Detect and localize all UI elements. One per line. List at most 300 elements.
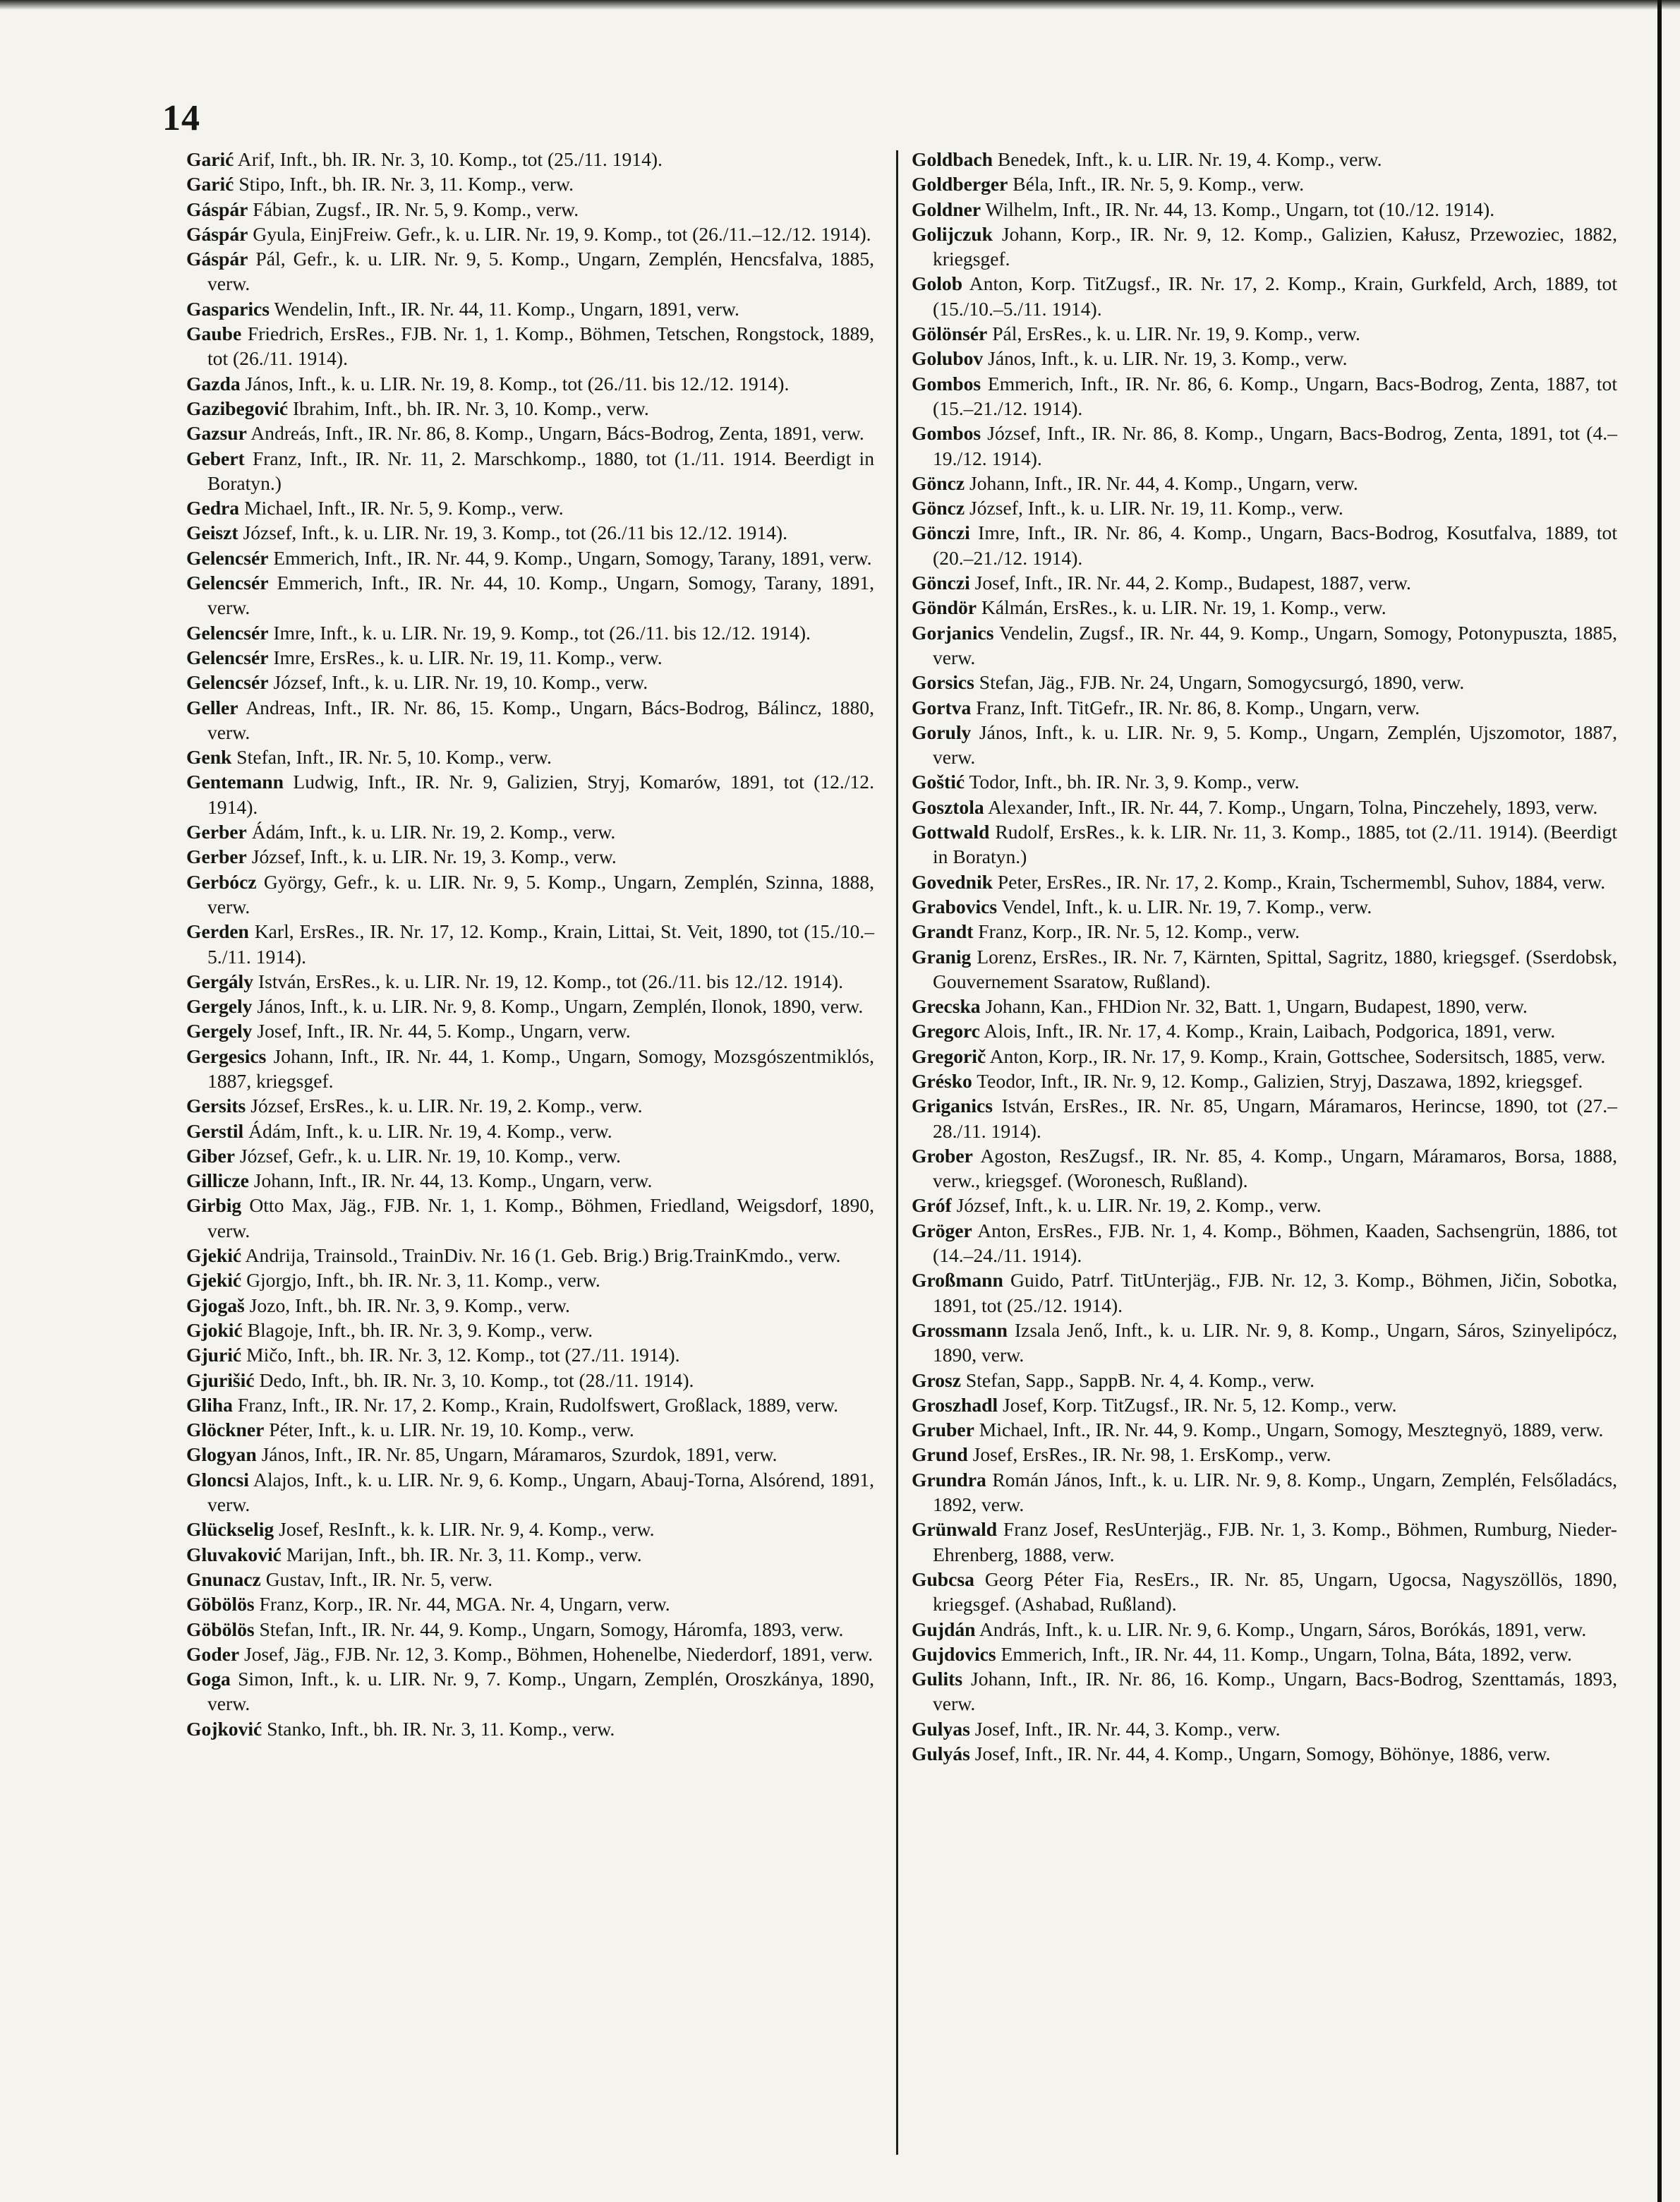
list-entry	[186, 844, 874, 869]
entry-details: Ádám, Inft., k. u. LIR. Nr. 19, 2. Komp., verw.	[246, 821, 616, 843]
list-entry	[912, 1517, 1617, 1567]
entry-surname: Geller	[186, 696, 238, 718]
list-entry	[186, 172, 874, 196]
list-entry	[186, 396, 874, 421]
entry-surname: Govednik	[912, 870, 993, 893]
entry-surname: Gazsur	[186, 422, 247, 445]
list-entry	[186, 1168, 874, 1193]
entry-surname: Gelencsér	[186, 572, 269, 594]
list-entry	[186, 1119, 874, 1143]
entry-details: József, Inft., k. u. LIR. Nr. 19, 3. Komp., tot (26./11 bis 12./12. 1914).	[238, 522, 788, 544]
entry-surname: Granig	[912, 945, 972, 968]
entry-surname: Goga	[186, 1668, 231, 1690]
entry-details: Johann, Inft., IR. Nr. 86, 16. Komp., Ungarn, Bacs-Bodrog, Szenttamás, 1893, verw.	[933, 1668, 1617, 1715]
entry-details: Dedo, Inft., bh. IR. Nr. 3, 10. Komp., tot (28./11. 1914).	[254, 1368, 694, 1391]
entry-details: Izsala Jenő, Inft., k. u. LIR. Nr. 9, 8. Komp., Ungarn, Sáros, Szinyelipócz, 1890, verw.	[933, 1318, 1617, 1366]
list-entry	[186, 919, 874, 969]
entry-surname: Girbig	[186, 1194, 242, 1217]
entry-surname: Gelencsér	[186, 621, 269, 644]
scan-right-edge	[1657, 0, 1662, 2202]
entry-surname: Gebert	[186, 447, 245, 469]
list-entry	[186, 1293, 874, 1318]
entry-surname: Glöckner	[186, 1419, 265, 1441]
entry-surname: Geiszt	[186, 522, 238, 544]
entry-details: János, Inft., IR. Nr. 85, Ungarn, Máramaros, Szurdok, 1891, verw.	[256, 1443, 778, 1466]
entry-surname: Göbölös	[186, 1593, 255, 1616]
entry-surname: Gulyas	[912, 1717, 970, 1740]
entry-details: Stanko, Inft., bh. IR. Nr. 3, 11. Komp., verw.	[262, 1717, 615, 1740]
entry-details: Román János, Inft., k. u. LIR. Nr. 9, 8. Komp., Ungarn, Zemplén, Felsőladács, 1892, verw.	[933, 1468, 1617, 1516]
list-entry	[912, 1617, 1617, 1642]
entry-surname: Gjokić	[186, 1318, 243, 1341]
entry-surname: Giber	[186, 1144, 235, 1167]
entry-surname: Gentemann	[186, 771, 284, 793]
list-entry	[186, 1143, 874, 1168]
entry-surname: Gojković	[186, 1717, 262, 1740]
list-entry	[186, 1567, 874, 1592]
list-entry	[912, 271, 1617, 321]
entry-surname: Göbölös	[186, 1618, 255, 1640]
entry-details: Imre, ErsRes., k. u. LIR. Nr. 19, 11. Komp., verw.	[268, 646, 663, 668]
list-entry	[186, 197, 874, 222]
list-entry	[186, 1517, 874, 1541]
list-entry	[912, 495, 1617, 520]
list-entry	[912, 147, 1617, 172]
list-entry	[186, 870, 874, 920]
list-entry	[912, 670, 1617, 694]
list-entry	[912, 421, 1617, 471]
list-entry	[912, 1318, 1617, 1368]
list-entry	[186, 695, 874, 745]
entry-details: Johann, Inft., IR. Nr. 44, 13. Komp., Ungarn, verw.	[248, 1169, 653, 1192]
entry-details: Johann, Inft., IR. Nr. 44, 4. Komp., Ungarn, verw.	[965, 471, 1358, 494]
list-entry	[186, 1642, 874, 1666]
entry-details: István, ErsRes., IR. Nr. 85, Ungarn, Máramaros, Herincse, 1890, tot (27.–28./11. 1914).	[933, 1095, 1617, 1142]
list-entry	[912, 795, 1617, 819]
list-entry	[912, 1467, 1617, 1517]
entry-details: Franz, Inft., IR. Nr. 11, 2. Marschkomp., 1880, tot (1./11. 1914. Beerdigt in Boratyn.)	[207, 447, 874, 494]
entry-surname: Gortva	[912, 696, 972, 718]
entry-surname: Gerber	[186, 846, 247, 868]
entry-surname: Golubov	[912, 347, 984, 370]
entry-details: Franz Josef, ResUnterjäg., FJB. Nr. 1, 3. Komp., Böhmen, Rumburg, Nieder-Ehrenberg, 1888, verw.	[933, 1518, 1617, 1565]
list-entry	[186, 495, 874, 520]
entry-surname: Gombos	[912, 422, 981, 445]
entry-details: Alois, Inft., IR. Nr. 17, 4. Komp., Krain, Laibach, Podgorica, 1891, verw.	[980, 1020, 1556, 1042]
list-entry	[912, 1392, 1617, 1417]
entry-surname: Grundra	[912, 1468, 986, 1491]
list-entry	[912, 1368, 1617, 1392]
entry-details: Franz, Inft. TitGefr., IR. Nr. 86, 8. Komp., Ungarn, verw.	[971, 696, 1420, 718]
list-entry	[912, 1442, 1617, 1467]
entry-details: Michael, Inft., IR. Nr. 44, 9. Komp., Ungarn, Somogy, Mesztegnyö, 1889, verw.	[974, 1419, 1604, 1441]
entry-surname: Grossmann	[912, 1318, 1008, 1341]
right-column	[912, 147, 1617, 1766]
entry-details: Stefan, Inft., IR. Nr. 5, 10. Komp., verw.	[231, 746, 552, 769]
list-entry	[912, 1741, 1617, 1766]
list-entry	[186, 670, 874, 694]
entry-surname: Gjekić	[186, 1269, 242, 1292]
list-entry	[186, 446, 874, 496]
entry-surname: Gottwald	[912, 821, 990, 843]
entry-details: Georg Péter Fia, ResErs., IR. Nr. 85, Ungarn, Ugocsa, Nagyszöllös, 1890, kriegsgef. (Ashabad, Rußland).	[933, 1568, 1617, 1616]
entry-details: Karl, ErsRes., IR. Nr. 17, 12. Komp., Krain, Littai, St. Veit, 1890, tot (15./10.–5./11. 1914).	[207, 920, 874, 968]
entry-surname: Gersits	[186, 1095, 246, 1117]
entry-surname: Grober	[912, 1144, 973, 1167]
entry-surname: Gerbócz	[186, 870, 257, 893]
list-entry	[912, 870, 1617, 894]
entry-details: Stipo, Inft., bh. IR. Nr. 3, 11. Komp., verw.	[234, 173, 574, 195]
entry-surname: Gönczi	[912, 572, 970, 594]
entry-surname: Grosz	[912, 1368, 961, 1391]
entry-surname: Gergely	[186, 995, 253, 1018]
entry-details: János, Inft., k. u. LIR. Nr. 9, 8. Komp., Ungarn, Zemplén, Ilonok, 1890, verw.	[252, 995, 864, 1018]
entry-details: Peter, ErsRes., IR. Nr. 17, 2. Komp., Krain, Tschermembl, Suhov, 1884, verw.	[993, 870, 1606, 893]
entry-details: Friedrich, ErsRes., FJB. Nr. 1, 1. Komp., Böhmen, Tetschen, Rongstock, 1889, tot (26./11. 1914).	[207, 323, 874, 370]
left-column	[186, 147, 874, 1741]
entry-surname: Gjurić	[186, 1344, 242, 1366]
entry-details: György, Gefr., k. u. LIR. Nr. 9, 5. Komp., Ungarn, Zemplén, Szinna, 1888, verw.	[207, 870, 874, 918]
entry-details: Michael, Inft., IR. Nr. 5, 9. Komp., verw.	[239, 497, 564, 519]
entry-details: Josef, ErsRes., IR. Nr. 98, 1. ErsKomp., verw.	[967, 1443, 1331, 1466]
entry-surname: Gerber	[186, 821, 247, 843]
entry-details: Ibrahim, Inft., bh. IR. Nr. 3, 10. Komp., verw.	[288, 397, 649, 419]
entry-details: Imre, Inft., k. u. LIR. Nr. 19, 9. Komp., tot (26./11. bis 12./12. 1914).	[268, 621, 811, 644]
entry-details: Vendelin, Zugsf., IR. Nr. 44, 9. Komp., Ungarn, Somogy, Potonypuszta, 1885, verw.	[933, 621, 1617, 668]
entry-details: Josef, Jäg., FJB. Nr. 12, 3. Komp., Böhmen, Hohenelbe, Niederdorf, 1891, verw.	[239, 1642, 874, 1665]
entry-surname: Grecska	[912, 995, 981, 1018]
entry-details: Mičo, Inft., bh. IR. Nr. 3, 12. Komp., tot (27./11. 1914).	[241, 1344, 680, 1366]
entry-details: József, Inft., IR. Nr. 86, 8. Komp., Ungarn, Bacs-Bodrog, Zenta, 1891, tot (4.–19./12. 1914).	[933, 422, 1617, 469]
list-entry	[186, 1193, 874, 1243]
list-entry	[186, 1442, 874, 1467]
list-entry	[186, 222, 874, 246]
entry-surname: Genk	[186, 746, 232, 769]
entry-details: Péter, Inft., k. u. LIR. Nr. 19, 10. Komp., verw.	[264, 1419, 634, 1441]
entry-details: József, Inft., k. u. LIR. Nr. 19, 2. Komp., verw.	[951, 1194, 1322, 1217]
list-entry	[912, 570, 1617, 595]
list-entry	[912, 620, 1617, 670]
entry-details: Pál, ErsRes., k. u. LIR. Nr. 19, 9. Komp., verw.	[987, 323, 1360, 345]
entry-surname: Gujdán	[912, 1618, 976, 1640]
entry-surname: Gregorič	[912, 1045, 986, 1067]
list-entry	[186, 819, 874, 844]
list-entry	[912, 819, 1617, 870]
entry-details: Stefan, Sapp., SappB. Nr. 4, 4. Komp., verw.	[961, 1368, 1315, 1391]
list-entry	[912, 172, 1617, 196]
list-entry	[186, 246, 874, 296]
list-entry	[186, 1467, 874, 1517]
list-entry	[186, 1542, 874, 1567]
entry-details: Anton, Korp., IR. Nr. 17, 9. Komp., Krain, Gottschee, Sodersitsch, 1885, verw.	[986, 1045, 1606, 1067]
list-entry	[186, 371, 874, 396]
entry-details: Johann, Inft., IR. Nr. 44, 1. Komp., Ungarn, Somogy, Mozsgószentmiklós, 1887, kriegsgef.	[207, 1045, 874, 1092]
entry-surname: Grandt	[912, 920, 974, 943]
entry-surname: Gergály	[186, 970, 254, 992]
entry-surname: Gliha	[186, 1393, 233, 1416]
list-entry	[186, 645, 874, 670]
entry-details: Vendel, Inft., k. u. LIR. Nr. 19, 7. Komp., verw.	[997, 895, 1372, 918]
entry-details: Arif, Inft., bh. IR. Nr. 3, 10. Komp., tot (25./11. 1914).	[234, 148, 663, 170]
entry-details: Andreás, Inft., IR. Nr. 86, 8. Komp., Ungarn, Bács-Bodrog, Zenta, 1891, verw.	[246, 422, 864, 445]
entry-surname: Gölönsér	[912, 323, 988, 345]
entry-details: József, Inft., k. u. LIR. Nr. 19, 10. Komp., verw.	[268, 671, 648, 694]
list-entry	[186, 321, 874, 371]
entry-surname: Gedra	[186, 497, 240, 519]
entry-surname: Goder	[186, 1642, 240, 1665]
list-entry	[912, 720, 1617, 770]
list-entry	[186, 1093, 874, 1118]
entry-surname: Gelencsér	[186, 671, 269, 694]
entry-details: János, Inft., k. u. LIR. Nr. 19, 8. Komp., tot (26./11. bis 12./12. 1914).	[240, 372, 790, 395]
entry-surname: Golijczuk	[912, 222, 993, 245]
entry-details: Stefan, Inft., IR. Nr. 44, 9. Komp., Ungarn, Somogy, Háromfa, 1893, verw.	[254, 1618, 844, 1640]
entry-surname: Glückselig	[186, 1518, 274, 1541]
list-entry	[186, 546, 874, 570]
list-entry	[912, 695, 1617, 720]
column-divider	[896, 150, 898, 2155]
entry-details: Franz, Korp., IR. Nr. 5, 12. Komp., verw.	[973, 920, 1300, 943]
entry-details: Rudolf, ErsRes., k. k. LIR. Nr. 11, 3. Komp., 1885, tot (2./11. 1914). (Beerdigt in Boratyn.)	[933, 821, 1617, 868]
entry-details: Imre, Inft., IR. Nr. 86, 4. Komp., Ungarn, Bacs-Bodrog, Kosutfalva, 1889, tot (20.–21./12. 1914).	[933, 522, 1617, 569]
entry-surname: Gasparics	[186, 297, 270, 320]
list-entry	[186, 1417, 874, 1442]
entry-surname: Gulyás	[912, 1743, 970, 1764]
list-entry	[912, 1044, 1617, 1069]
entry-surname: Gorjanics	[912, 621, 994, 644]
entry-surname: Gáspár	[186, 222, 248, 245]
list-entry	[912, 595, 1617, 620]
entry-details: Emmerich, Inft., IR. Nr. 86, 6. Komp., Ungarn, Bacs-Bodrog, Zenta, 1887, tot (15.–21./12. 1914).	[933, 372, 1617, 419]
list-entry	[912, 894, 1617, 919]
entry-details: Josef, Inft., IR. Nr. 44, 5. Komp., Ungarn, verw.	[252, 1020, 631, 1042]
entry-details: József, Gefr., k. u. LIR. Nr. 19, 10. Komp., verw.	[234, 1144, 621, 1167]
entry-surname: Glogyan	[186, 1443, 257, 1466]
entry-surname: Goldberger	[912, 173, 1008, 195]
list-entry	[186, 1666, 874, 1716]
entry-surname: Golob	[912, 272, 963, 295]
entry-details: József, Inft., k. u. LIR. Nr. 19, 3. Komp., verw.	[246, 846, 617, 868]
list-entry	[912, 944, 1617, 994]
list-entry	[186, 969, 874, 994]
entry-surname: Gelencsér	[186, 646, 269, 668]
entry-details: Johann, Korp., IR. Nr. 9, 12. Komp., Galizien, Kałusz, Przewoziec, 1882, kriegsgef.	[933, 222, 1617, 270]
entry-surname: Gosztola	[912, 795, 984, 818]
list-entry	[186, 620, 874, 645]
list-entry	[186, 1716, 874, 1741]
entry-details: Blagoje, Inft., bh. IR. Nr. 3, 9. Komp., verw.	[242, 1318, 593, 1341]
entry-surname: Gróf	[912, 1194, 952, 1217]
list-entry	[186, 1368, 874, 1392]
list-entry	[186, 1018, 874, 1043]
list-entry	[186, 994, 874, 1018]
entry-details: Emmerich, Inft., IR. Nr. 44, 10. Komp., Ungarn, Somogy, Tarany, 1891, verw.	[207, 572, 874, 619]
list-entry	[912, 1218, 1617, 1268]
list-entry	[186, 1268, 874, 1292]
entry-surname: Gruber	[912, 1419, 974, 1441]
entry-surname: Goštić	[912, 771, 965, 793]
list-entry	[912, 1268, 1617, 1318]
entry-surname: Gerden	[186, 920, 249, 943]
entry-details: József, ErsRes., k. u. LIR. Nr. 19, 2. Komp., verw.	[246, 1095, 643, 1117]
entry-details: Jozo, Inft., bh. IR. Nr. 3, 9. Komp., verw.	[244, 1294, 570, 1316]
entry-details: Otto Max, Jäg., FJB. Nr. 1, 1. Komp., Böhmen, Friedland, Weigsdorf, 1890, verw.	[207, 1194, 874, 1241]
entry-details: Marijan, Inft., bh. IR. Nr. 3, 11. Komp., verw.	[281, 1543, 642, 1565]
list-entry	[912, 197, 1617, 222]
entry-details: Fábian, Zugsf., IR. Nr. 5, 9. Komp., verw.	[248, 198, 579, 220]
entry-surname: Grünwald	[912, 1518, 998, 1541]
list-entry	[186, 570, 874, 620]
entry-surname: Grésko	[912, 1069, 972, 1092]
list-entry	[186, 769, 874, 819]
list-entry	[186, 421, 874, 445]
list-entry	[186, 147, 874, 172]
entry-details: Pál, Gefr., k. u. LIR. Nr. 9, 5. Komp., Ungarn, Zemplén, Hencsfalva, 1885, verw.	[207, 248, 874, 295]
entry-surname: Groszhadl	[912, 1393, 998, 1416]
entry-surname: Gaube	[186, 323, 242, 345]
entry-surname: Gerstil	[186, 1119, 244, 1142]
entry-details: Franz, Korp., IR. Nr. 44, MGA. Nr. 4, Ungarn, verw.	[254, 1593, 670, 1616]
entry-details: Alexander, Inft., IR. Nr. 44, 7. Komp., Ungarn, Tolna, Pinczehely, 1893, verw.	[984, 795, 1598, 818]
entry-details: Gjorgjo, Inft., bh. IR. Nr. 3, 11. Komp., verw.	[241, 1269, 600, 1292]
list-entry	[186, 1044, 874, 1094]
list-entry	[912, 471, 1617, 495]
entry-surname: Göncz	[912, 497, 965, 519]
entry-details: Anton, Korp. TitZugsf., IR. Nr. 17, 2. Komp., Krain, Gurkfeld, Arch, 1889, tot (15./10.–5./11. 1914).	[933, 272, 1617, 320]
entry-details: Johann, Kan., FHDion Nr. 32, Batt. 1, Ungarn, Budapest, 1890, verw.	[980, 995, 1528, 1018]
list-entry	[186, 1318, 874, 1342]
page-number: 14	[162, 98, 200, 138]
list-entry	[912, 371, 1617, 421]
entry-details: Alajos, Inft., k. u. LIR. Nr. 9, 6. Komp., Ungarn, Abauj-Torna, Alsórend, 1891, verw.	[207, 1468, 874, 1516]
entry-surname: Garić	[186, 173, 234, 195]
list-entry	[912, 1716, 1617, 1741]
entry-details: Simon, Inft., k. u. LIR. Nr. 9, 7. Komp., Ungarn, Zemplén, Oroszkánya, 1890, verw.	[207, 1668, 874, 1715]
entry-surname: Gillicze	[186, 1169, 249, 1192]
list-entry	[186, 1617, 874, 1642]
entry-surname: Gujdovics	[912, 1642, 996, 1665]
entry-surname: Gazibegović	[186, 397, 289, 419]
entry-details: Emmerich, Inft., IR. Nr. 44, 9. Komp., Ungarn, Somogy, Tarany, 1891, verw.	[268, 546, 872, 569]
entry-surname: Gulits	[912, 1668, 963, 1690]
entry-details: János, Inft., k. u. LIR. Nr. 9, 5. Komp., Ungarn, Zemplén, Ujszomotor, 1887, verw.	[933, 721, 1617, 769]
entry-surname: Gönczi	[912, 522, 970, 544]
list-entry	[186, 520, 874, 545]
entry-details: Gyula, EinjFreiw. Gefr., k. u. LIR. Nr. 19, 9. Komp., tot (26./11.–12./12. 1914).	[248, 222, 871, 245]
list-entry	[912, 769, 1617, 794]
list-entry	[912, 1093, 1617, 1143]
entry-surname: Gjekić	[186, 1244, 242, 1267]
entry-details: Anton, ErsRes., FJB. Nr. 1, 4. Komp., Böhmen, Kaaden, Sachsengrün, 1886, tot (14.–24./11. 1914).	[933, 1219, 1617, 1267]
list-entry	[912, 1567, 1617, 1617]
entry-surname: Gombos	[912, 372, 981, 395]
entry-details: Lorenz, ErsRes., IR. Nr. 7, Kärnten, Spittal, Sagritz, 1880, kriegsgef. (Sserdobsk, Gouvernement Ssaratow, Rußland).	[933, 945, 1617, 992]
entry-surname: Gubcsa	[912, 1568, 974, 1590]
entry-surname: Großmann	[912, 1269, 1003, 1292]
entry-details: Ludwig, Inft., IR. Nr. 9, Galizien, Stryj, Komarów, 1891, tot (12./12. 1914).	[207, 771, 874, 818]
list-entry	[912, 1642, 1617, 1666]
entry-details: Agoston, ResZugsf., IR. Nr. 85, 4. Komp., Ungarn, Máramaros, Borsa, 1888, verw., kriegsgef. (Woronesch, Rußland).	[933, 1144, 1617, 1192]
list-entry	[912, 222, 1617, 272]
entry-surname: Gnunacz	[186, 1568, 261, 1590]
list-entry	[912, 346, 1617, 371]
entry-surname: Gergesics	[186, 1045, 267, 1067]
list-entry	[912, 919, 1617, 944]
list-entry	[186, 296, 874, 321]
entry-details: Josef, Inft., IR. Nr. 44, 2. Komp., Budapest, 1887, verw.	[969, 572, 1411, 594]
entry-surname: Gáspár	[186, 198, 248, 220]
entry-surname: Gergely	[186, 1020, 253, 1042]
entry-details: Josef, Inft., IR. Nr. 44, 3. Komp., verw.	[969, 1717, 1281, 1740]
entry-details: Teodor, Inft., IR. Nr. 9, 12. Komp., Galizien, Stryj, Daszawa, 1892, kriegsgef.	[972, 1069, 1583, 1092]
entry-details: Josef, ResInft., k. k. LIR. Nr. 9, 4. Komp., verw.	[274, 1518, 655, 1541]
list-entry	[912, 1018, 1617, 1043]
entry-details: János, Inft., k. u. LIR. Nr. 19, 3. Komp., verw.	[983, 347, 1348, 370]
entry-surname: Griganics	[912, 1095, 993, 1117]
list-entry	[912, 1193, 1617, 1217]
entry-surname: Gjogaš	[186, 1294, 245, 1316]
entry-surname: Gluvaković	[186, 1543, 282, 1565]
entry-surname: Grabovics	[912, 895, 998, 918]
list-entry	[912, 1666, 1617, 1716]
entry-surname: Gazda	[186, 372, 241, 395]
entry-details: Franz, Inft., IR. Nr. 17, 2. Komp., Krain, Rudolfswert, Großlack, 1889, verw.	[232, 1393, 839, 1416]
list-entry	[912, 1069, 1617, 1093]
entry-surname: Garić	[186, 148, 234, 170]
list-entry	[912, 520, 1617, 570]
entry-surname: Göncz	[912, 471, 965, 494]
entry-details: Guido, Patrf. TitUnterjäg., FJB. Nr. 12, 3. Komp., Böhmen, Jičin, Sobotka, 1891, tot (25./12. 1914).	[933, 1269, 1617, 1316]
entry-surname: Gelencsér	[186, 546, 269, 569]
entry-details: József, Inft., k. u. LIR. Nr. 19, 11. Komp., verw.	[965, 497, 1343, 519]
entry-details: István, ErsRes., k. u. LIR. Nr. 19, 12. Komp., tot (26./11. bis 12./12. 1914).	[253, 970, 843, 992]
entry-details: Todor, Inft., bh. IR. Nr. 3, 9. Komp., verw.	[965, 771, 1300, 793]
entry-details: Béla, Inft., IR. Nr. 5, 9. Komp., verw.	[1008, 173, 1305, 195]
list-entry	[912, 994, 1617, 1018]
entry-surname: Gáspár	[186, 248, 248, 270]
entry-surname: Goruly	[912, 721, 972, 743]
list-entry	[912, 1417, 1617, 1442]
entry-surname: Gloncsi	[186, 1468, 249, 1491]
entry-details: Josef, Inft., IR. Nr. 44, 4. Komp., Ungarn, Somogy, Böhönye, 1886, verw.	[969, 1743, 1551, 1764]
entry-details: Josef, Korp. TitZugsf., IR. Nr. 5, 12. Komp., verw.	[998, 1393, 1397, 1416]
entry-details: Gustav, Inft., IR. Nr. 5, verw.	[260, 1568, 493, 1590]
entry-details: Kálmán, ErsRes., k. u. LIR. Nr. 19, 1. Komp., verw.	[977, 596, 1386, 619]
list-entry	[186, 1342, 874, 1367]
list-entry	[186, 1392, 874, 1417]
entry-details: Wendelin, Inft., IR. Nr. 44, 11. Komp., Ungarn, 1891, verw.	[270, 297, 739, 320]
entry-details: Wilhelm, Inft., IR. Nr. 44, 13. Komp., Ungarn, tot (10./12. 1914).	[981, 198, 1495, 220]
entry-details: Andreas, Inft., IR. Nr. 86, 15. Komp., Ungarn, Bács-Bodrog, Bálincz, 1880, verw.	[207, 696, 874, 743]
entry-details: Ádám, Inft., k. u. LIR. Nr. 19, 4. Komp., verw.	[243, 1119, 612, 1142]
entry-surname: Göndör	[912, 596, 977, 619]
entry-surname: Gregorc	[912, 1020, 981, 1042]
entry-details: Stefan, Jäg., FJB. Nr. 24, Ungarn, Somogycsurgó, 1890, verw.	[974, 671, 1465, 694]
entry-surname: Gorsics	[912, 671, 974, 694]
entry-details: Andrija, Trainsold., TrainDiv. Nr. 16 (1. Geb. Brig.) Brig.TrainKmdo., verw.	[241, 1244, 841, 1267]
entry-surname: Gröger	[912, 1219, 972, 1241]
list-entry	[186, 1243, 874, 1268]
list-entry	[912, 1143, 1617, 1193]
entry-surname: Goldner	[912, 198, 981, 220]
entry-details: András, Inft., k. u. LIR. Nr. 9, 6. Komp., Ungarn, Sáros, Borókás, 1891, verw.	[975, 1618, 1587, 1640]
list-entry	[912, 321, 1617, 346]
list-entry	[186, 1592, 874, 1616]
entry-surname: Grund	[912, 1443, 968, 1466]
entry-surname: Goldbach	[912, 148, 993, 170]
scan-top-edge	[0, 0, 1680, 10]
entry-details: Emmerich, Inft., IR. Nr. 44, 11. Komp., Ungarn, Tolna, Báta, 1892, verw.	[996, 1642, 1572, 1665]
